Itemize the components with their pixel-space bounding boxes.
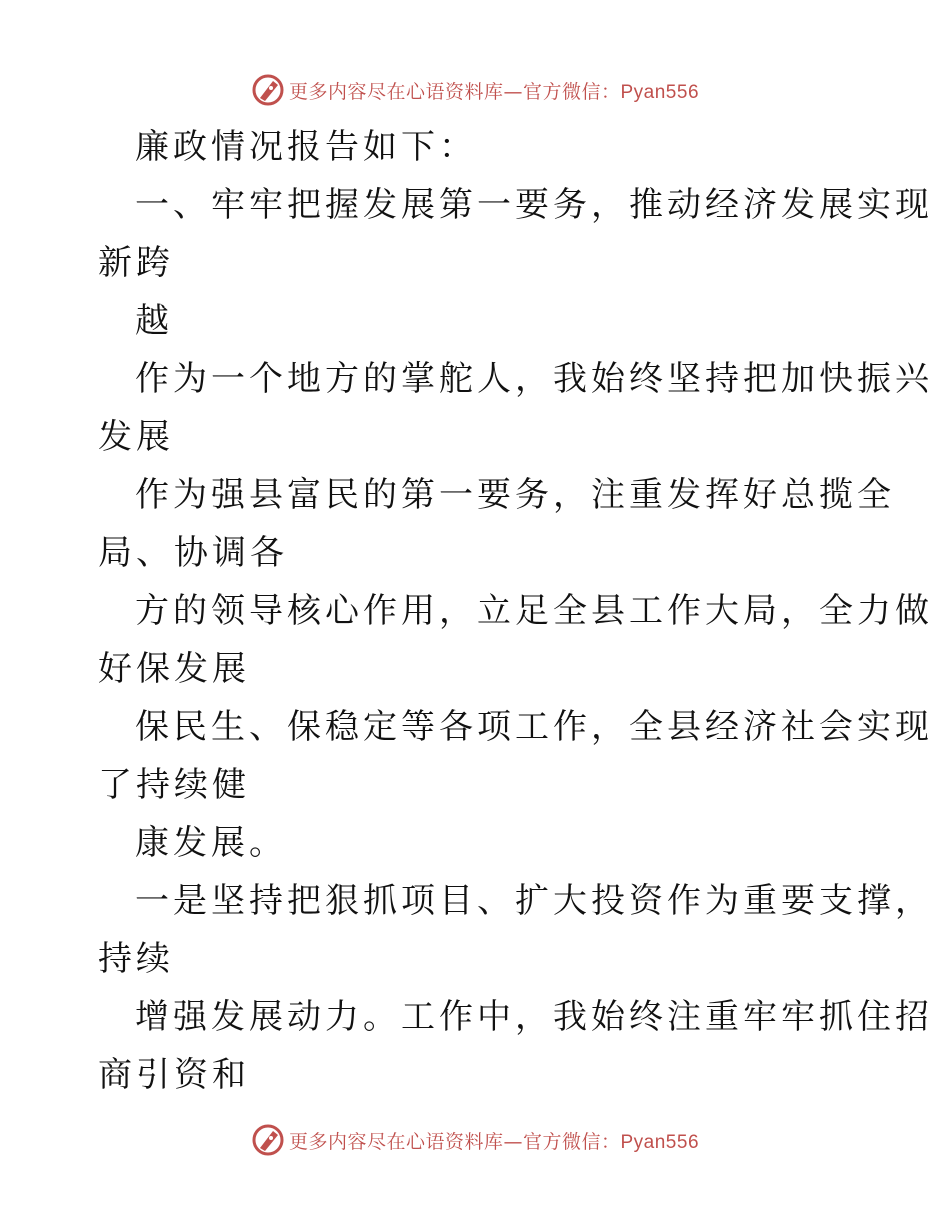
text-line: 方的领导核心作用，立足全县工作大局，全力做	[135, 591, 933, 631]
wechat-id: Pyan556	[620, 81, 700, 103]
wechat-id: Pyan556	[620, 1131, 700, 1153]
text-line: 作为强县富民的第一要务，注重发挥好总揽全	[135, 475, 895, 515]
text-line: 了持续健	[98, 765, 250, 805]
banner-text: 更多内容尽在心语资料库—官方微信：Pyan556	[288, 80, 700, 103]
text-line: 好保发展	[98, 649, 250, 689]
text-line: 增强发展动力。工作中，我始终注重牢牢抓住招	[135, 997, 933, 1037]
text-line: 一是坚持把狠抓项目、扩大投资作为重要支撑，	[135, 881, 933, 921]
text-line: 康发展。	[135, 823, 287, 863]
pen-nib-logo-icon	[251, 73, 285, 107]
text-line: 商引资和	[98, 1055, 250, 1095]
header-banner	[0, 70, 950, 110]
text-line: 越	[135, 301, 173, 341]
text-line: 一、牢牢把握发展第一要务，推动经济发展实现	[135, 185, 933, 225]
text-line: 新跨	[98, 243, 174, 283]
pen-nib-logo-icon	[251, 1123, 285, 1157]
text-line: 局、协调各	[98, 533, 288, 573]
banner-text: 更多内容尽在心语资料库—官方微信：Pyan556	[288, 1130, 700, 1153]
footer-banner	[0, 1120, 950, 1160]
text-line: 保民生、保稳定等各项工作，全县经济社会实现	[135, 707, 933, 747]
text-line: 廉政情况报告如下：	[135, 127, 477, 167]
text-line: 发展	[98, 417, 174, 457]
text-line: 持续	[98, 939, 174, 979]
text-line: 作为一个地方的掌舵人，我始终坚持把加快振兴	[135, 359, 933, 399]
